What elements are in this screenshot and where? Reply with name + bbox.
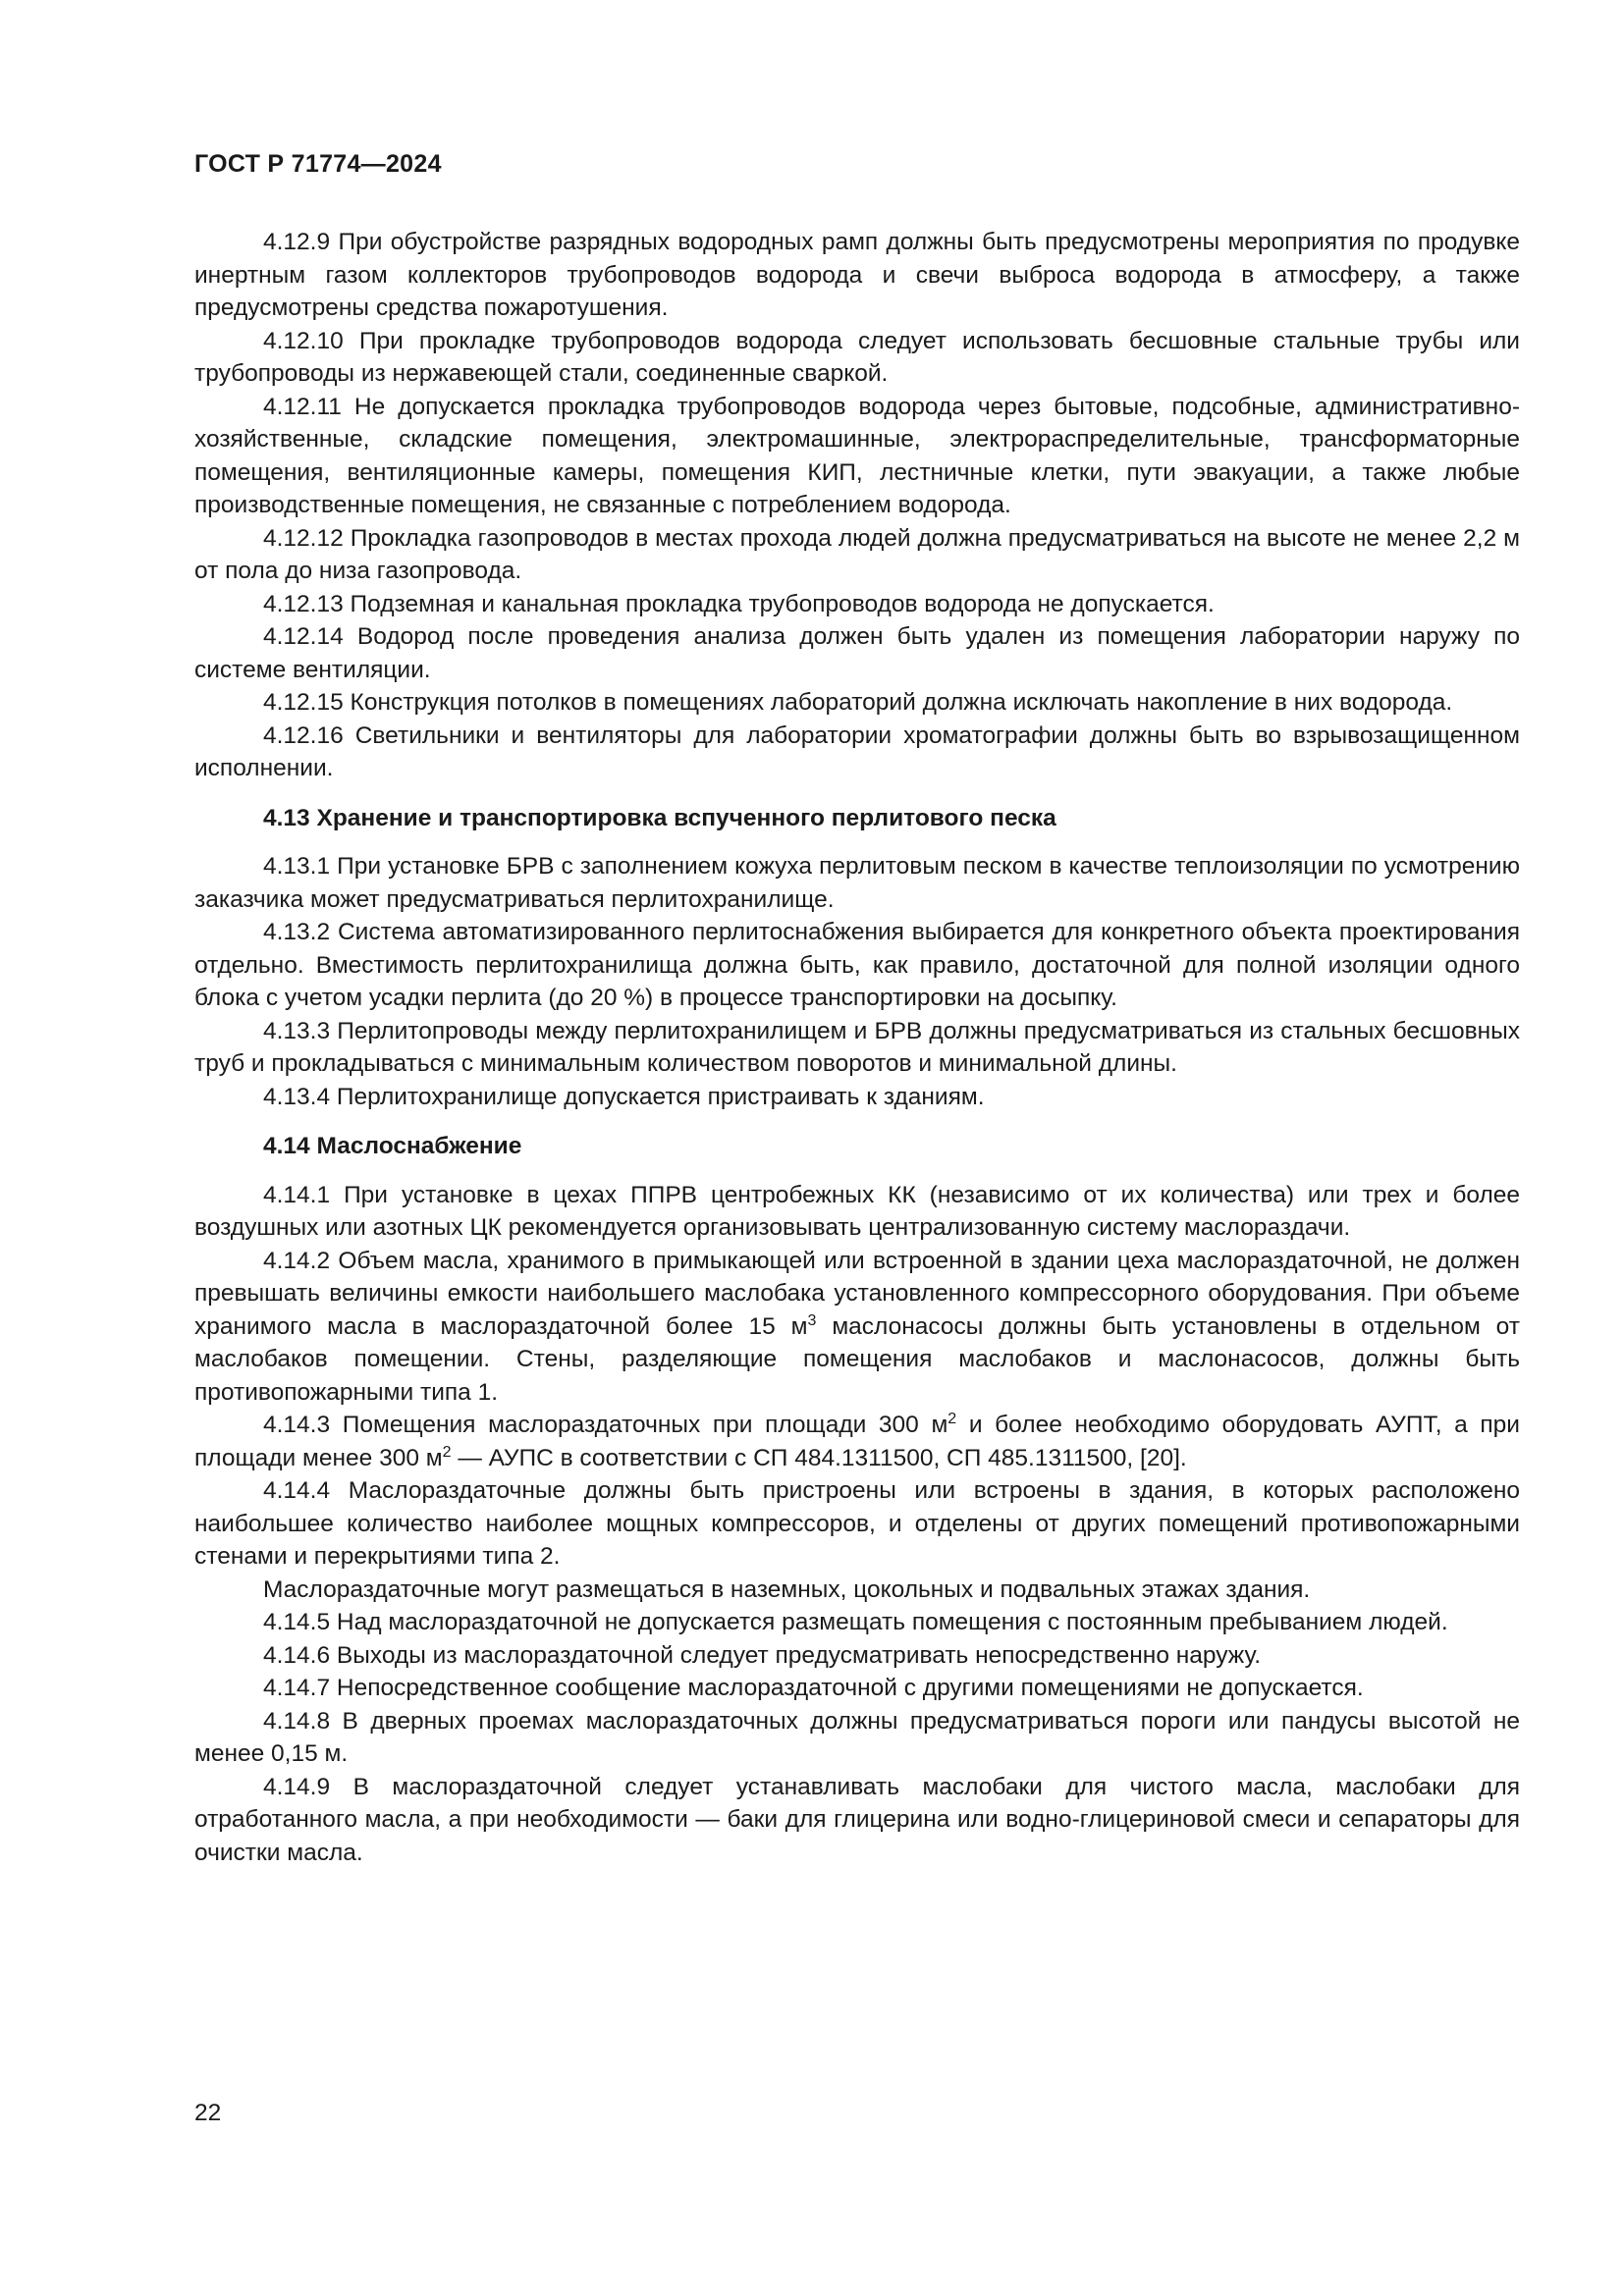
paragraph-4-14-3-text-3: — АУПС в соответствии с СП 484.1311500, СП 485.1311500, [20].	[451, 1444, 1187, 1471]
paragraph-4-14-8: 4.14.8 В дверных проемах маслораздаточных должны предусматриваться пороги или пандусы высотой не менее 0,15 м.	[194, 1707, 1520, 1767]
paragraph-4-12-11: 4.12.11 Не допускается прокладка трубопроводов водорода через бытовые, подсобные, административно-хозяйственные, складские помещения, электромашинные, электрораспределительные, трансформаторные помещения, вентиляционные камеры, помещения КИП, лестничные клетки, пути эвакуации, а также любые производственные помещения, не связанные с потреблением водорода.	[194, 393, 1520, 518]
superscript-cubic: 3	[807, 1311, 817, 1329]
paragraph-4-14-3	[194, 1409, 1520, 1474]
paragraph-oil-rooms-floors: Маслораздаточные могут размещаться в наземных, цокольных и подвальных этажах здания.	[263, 1575, 1311, 1603]
document-header: ГОСТ Р 71774—2024	[194, 150, 442, 178]
section-heading-4-14: 4.14 Маслоснабжение	[263, 1133, 522, 1159]
paragraph-4-14-3-text-2: и более необходимо оборудовать АУПТ, а при площади менее 300 м	[194, 1412, 1520, 1471]
paragraph-4-12-9: 4.12.9 При обустройстве разрядных водородных рамп должны быть предусмотрены мероприятия по продувке инертным газом коллекторов трубопроводов водорода и свечи выброса водорода в атмосферу, а также предусмотрены средства пожаротушения.	[194, 229, 1520, 321]
paragraph-4-12-15: 4.12.15 Конструкция потолков в помещениях лабораторий должна исключать накопление в них водорода.	[263, 689, 1453, 716]
paragraph-4-12-12: 4.12.12 Прокладка газопроводов в местах прохода людей должна предусматриваться на высоте не менее 2,2 м от пола до низа газопровода.	[194, 524, 1520, 584]
paragraph-4-14-2	[194, 1245, 1520, 1410]
superscript-square-1: 2	[947, 1410, 957, 1427]
superscript-square-2: 2	[442, 1443, 452, 1461]
paragraph-4-12-14: 4.12.14 Водород после проведения анализа должен быть удален из помещения лаборатории наружу по системе вентиляции.	[194, 623, 1520, 683]
paragraph-4-13-3: 4.13.3 Перлитопроводы между перлитохранилищем и БРВ должны предусматриваться из стальных бесшовных труб и прокладываться с минимальным количеством поворотов и минимальной длины.	[194, 1017, 1520, 1077]
paragraph-4-14-2-text-2: маслонасосы должны быть установлены в отдельном от маслобаков помещении. Стены, разделяющие помещения маслобаков и маслонасосов, должны быть противопожарными типа 1.	[194, 1312, 1520, 1406]
paragraph-4-14-4: 4.14.4 Маслораздаточные должны быть пристроены или встроены в здания, в которых расположено наибольшее количество наиболее мощных компрессоров, и отделены от других помещений противопожарными стенами и перекрытиями типа 2.	[194, 1477, 1520, 1570]
paragraph-4-14-2-text-1: 4.14.2 Объем масла, хранимого в примыкающей или встроенной в здании цеха маслораздаточной, не должен превышать величины емкости наибольшего маслобака установленного компрессорного оборудования. При объеме хранимого масла в маслораздаточной более 15 м	[194, 1247, 1520, 1340]
paragraph-4-12-16: 4.12.16 Светильники и вентиляторы для лаборатории хроматографии должны быть во взрывозащищенном исполнении.	[194, 721, 1520, 781]
section-heading-4-13: 4.13 Хранение и транспортировка вспученного перлитового песка	[263, 804, 1056, 831]
paragraph-4-12-13: 4.12.13 Подземная и канальная прокладка трубопроводов водорода не допускается.	[263, 590, 1215, 617]
page-number: 22	[194, 2100, 222, 2126]
paragraph-4-13-1: 4.13.1 При установке БРВ с заполнением кожуха перлитовым песком в качестве теплоизоляции по усмотрению заказчика может предусматриваться перлитохранилище.	[194, 853, 1520, 913]
paragraph-4-14-1: 4.14.1 При установке в цехах ППРВ центробежных КК (независимо от их количества) или трех и более воздушных или азотных ЦК рекомендуется организовывать централизованную систему маслораздачи.	[194, 1181, 1520, 1241]
paragraph-4-14-6: 4.14.6 Выходы из маслораздаточной следует предусматривать непосредственно наружу.	[263, 1641, 1262, 1669]
paragraph-4-12-10: 4.12.10 При прокладке трубопроводов водорода следует использовать бесшовные стальные трубы или трубопроводы из нержавеющей стали, соединенные сваркой.	[194, 327, 1520, 387]
paragraph-4-14-7: 4.14.7 Непосредственное сообщение маслораздаточной с другими помещениями не допускается.	[263, 1675, 1364, 1701]
paragraph-4-13-4: 4.13.4 Перлитохранилище допускается пристраивать к зданиям.	[263, 1083, 985, 1110]
document-body	[194, 226, 1520, 1869]
paragraph-4-14-5: 4.14.5 Над маслораздаточной не допускается размещать помещения с постоянным пребыванием людей.	[263, 1609, 1448, 1635]
paragraph-4-13-2: 4.13.2 Система автоматизированного перлитоснабжения выбирается для конкретного объекта проектирования отдельно. Вместимость перлитохранилища должна быть, как правило, достаточной для полной изоляции одного блока с учетом усадки перлита (до 20 %) в процессе транспортировки на досыпку.	[194, 919, 1520, 1011]
paragraph-4-14-3-text-1: 4.14.3 Помещения маслораздаточных при площади 300 м	[263, 1412, 948, 1438]
paragraph-4-14-9: 4.14.9 В маслораздаточной следует устанавливать маслобаки для чистого масла, маслобаки для отработанного масла, а при необходимости — баки для глицерина или водно-глицериновой смеси и сепараторы для очистки масла.	[194, 1773, 1520, 1866]
